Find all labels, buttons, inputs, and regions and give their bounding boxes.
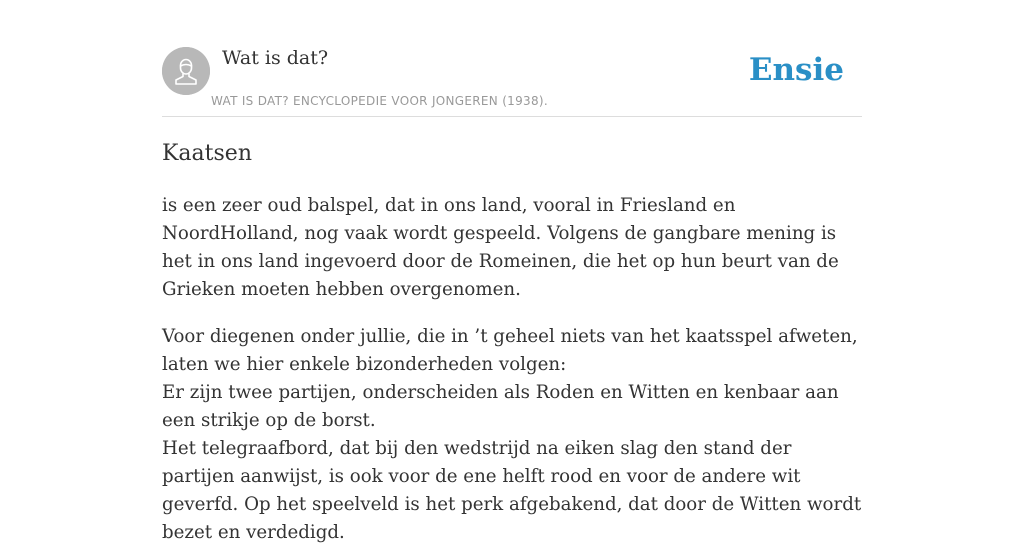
source-subtitle: WAT IS DAT? ENCYCLOPEDIE VOOR JONGEREN (1938).	[211, 94, 549, 108]
source-title[interactable]: Wat is dat?	[222, 47, 329, 69]
article	[162, 136, 868, 547]
source-header	[162, 46, 862, 117]
article-line: Voor diegenen onder jullie, die in ’t geheel niets van het kaatsspel afweten, laten we hier enkele bizonderheden volgen:	[162, 326, 858, 375]
user-silhouette-icon[interactable]	[162, 47, 210, 95]
article-line: Er zijn twee partijen, onderscheiden als Roden en Witten en kenbaar aan een strikje op de borst.	[162, 382, 839, 431]
ensie-logo[interactable]: Ensie	[748, 52, 844, 88]
article-paragraph	[162, 323, 868, 547]
article-paragraph: is een zeer oud balspel, dat in ons land, vooral in Friesland en NoordHolland, nog vaak wordt gespeeld. Volgens de gangbare mening is het in ons land ingevoerd door de Romeinen, die het op hun beurt van de Grieken moeten hebben overgenomen.	[162, 195, 839, 300]
article-line: Het telegraafbord, dat bij den wedstrijd na eiken slag den stand der partijen aanwijst, is ook voor de ene helft rood en voor de andere wit geverfd. Op het speelveld is het perk afgebakend, dat door de Witten wordt bezet en verdedigd.	[162, 438, 862, 543]
article-title: Kaatsen	[162, 141, 252, 166]
